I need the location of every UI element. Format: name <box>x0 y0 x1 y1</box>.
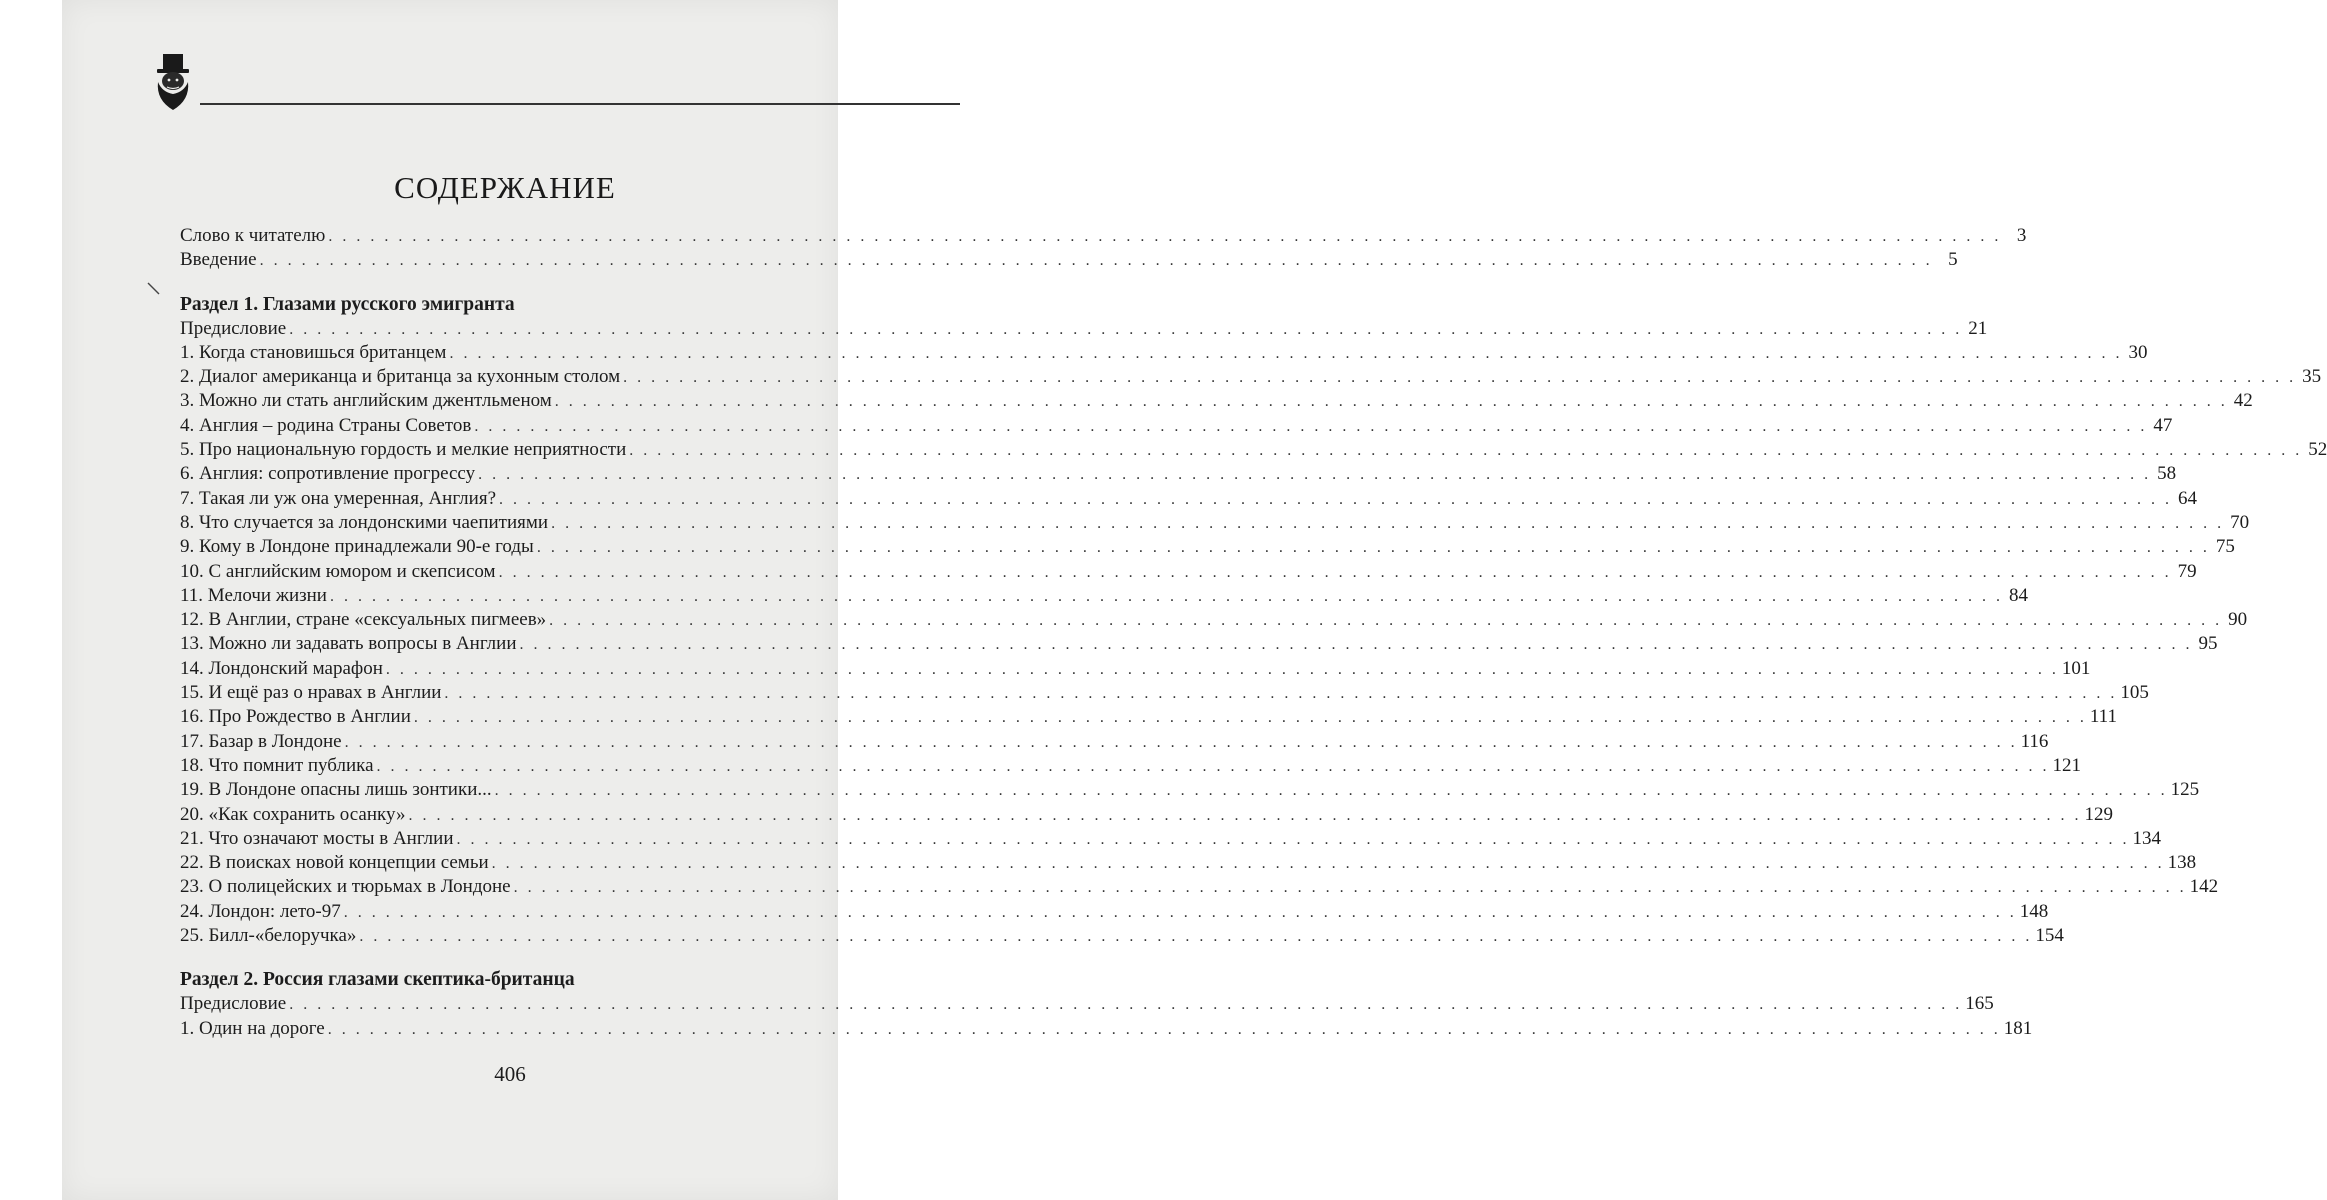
toc-entry-title: 7. Такая ли уж она умеренная, Англия? <box>180 487 496 509</box>
toc-entry-title: Предисловие <box>180 317 287 339</box>
toc-entry <box>180 389 2253 413</box>
dot-leader: . . . . . . . . . . . . . . . . . . . . . . . . . . . . . . . . . . . . . . . . . . . . . . . . . . . . . . . . . . . . . . . . . . . . . . . . . . . . . . . . . . . . . . . . . . . . . . . . . . . . . . . . . . . . . . . . . . . . . . . . <box>494 782 2168 800</box>
toc-entry-title: 24. Лондон: лето-97 <box>180 900 341 922</box>
dot-leader: . . . . . . . . . . . . . . . . . . . . . . . . . . . . . . . . . . . . . . . . . . . . . . . . . . . . . . . . . . . . . . . . . . . . . . . . . . . . . . . . . . . . . . . . . . . . . . . . . . . . . . . . . . . . . . . . . . . . . . . . <box>551 514 2225 532</box>
toc-entry-page: 90 <box>2228 609 2248 631</box>
toc-entry-title: 20. «Как сохранить осанку» <box>180 803 406 825</box>
dot-leader: . . . . . . . . . . . . . . . . . . . . . . . . . . . . . . . . . . . . . . . . . . . . . . . . . . . . . . . . . . . . . . . . . . . . . . . . . . . . . . . . . . . . . . . . . . . . . . . . . . . . . . . . . . . . . . . . . . . . . . . . <box>478 466 2152 484</box>
dot-leader: . . . . . . . . . . . . . . . . . . . . . . . . . . . . . . . . . . . . . . . . . . . . . . . . . . . . . . . . . . . . . . . . . . . . . . . . . . . . . . . . . . . . . . . . . . . . . . . . . . . . . . . . . . . . . . . . . . . . . . . . <box>536 539 2210 557</box>
toc-entry-title: 3. Можно ли стать английским джентльменом <box>180 390 552 412</box>
toc-entry-title: Предисловие <box>180 993 287 1015</box>
dot-leader: . . . . . . . . . . . . . . . . . . . . . . . . . . . . . . . . . . . . . . . . . . . . . . . . . . . . . . . . . . . . . . . . . . . . . . . . . . . . . . . . . . . . . . . . . . . . . . . . . . . . . . . . . . . . . . . . . . . . . . . . <box>519 636 2193 654</box>
toc-entry-page: 47 <box>2153 414 2173 436</box>
dot-leader: . . . . . . . . . . . . . . . . . . . . . . . . . . . . . . . . . . . . . . . . . . . . . . . . . . . . . . . . . . . . . . . . . . . . . . . . . . . . . . . . . . . . . . . . . . . . . . . . . . . . . . . . . . . . . . . . . . . . . . . . <box>376 757 2050 775</box>
dot-leader: . . . . . . . . . . . . . . . . . . . . . . . . . . . . . . . . . . . . . . . . . . . . . . . . . . . . . . . . . . . . . . . . . . . . . . . . . . . . . . . . . . . . . . . . . . . . . . . . . . . . . . . . . . . . . . . . . . . . . . . . <box>259 252 1933 270</box>
toc-entry-page: 121 <box>2052 754 2082 776</box>
dot-leader: . . . . . . . . . . . . . . . . . . . . . . . . . . . . . . . . . . . . . . . . . . . . . . . . . . . . . . . . . . . . . . . . . . . . . . . . . . . . . . . . . . . . . . . . . . . . . . . . . . . . . . . . . . . . . . . . . . . . . . . . <box>289 320 1963 338</box>
page-number: 406 <box>494 1062 526 1086</box>
toc-entry-title: 11. Мелочи жизни <box>180 584 327 606</box>
toc-entry-title: 2. Диалог американца и британца за кухонным столом <box>180 366 621 388</box>
toc-entry-page: 105 <box>2120 682 2149 704</box>
toc-entry <box>180 705 2117 729</box>
toc-entry-page: 35 <box>2302 366 2322 388</box>
toc-entry-title: 25. Билл-«белоручка» <box>180 925 357 947</box>
toc-entry-page: 52 <box>2308 439 2327 461</box>
toc-entry-title: 4. Англия – родина Страны Советов <box>180 414 472 436</box>
toc-entry-title: 21. Что означают мосты в Англии <box>180 827 454 849</box>
toc-entry-title: 10. С английским юмором и скепсисом <box>180 560 496 582</box>
toc-entry-page: 79 <box>2177 560 2197 582</box>
section-heading: Раздел 2. Россия глазами скептика-британца <box>180 969 575 991</box>
dot-leader: . . . . . . . . . . . . . . . . . . . . . . . . . . . . . . . . . . . . . . . . . . . . . . . . . . . . . . . . . . . . . . . . . . . . . . . . . . . . . . . . . . . . . . . . . . . . . . . . . . . . . . . . . . . . . . . . . . . . . . . . <box>359 928 2033 946</box>
dot-leader: . . . . . . . . . . . . . . . . . . . . . . . . . . . . . . . . . . . . . . . . . . . . . . . . . . . . . . . . . . . . . . . . . . . . . . . . . . . . . . . . . . . . . . . . . . . . . . . . . . . . . . . . . . . . . . . . . . . . . . . . <box>343 903 2017 921</box>
section-heading: Раздел 1. Глазами русского эмигранта <box>180 293 515 315</box>
toc-entry-page: 154 <box>2035 925 2064 947</box>
toc-entry <box>180 462 2177 486</box>
dot-leader: . . . . . . . . . . . . . . . . . . . . . . . . . . . . . . . . . . . . . . . . . . . . . . . . . . . . . . . . . . . . . . . . . . . . . . . . . . . . . . . . . . . . . . . . . . . . . . . . . . . . . . . . . . . . . . . . . . . . . . . . <box>513 879 2187 897</box>
dot-leader: . . . . . . . . . . . . . . . . . . . . . . . . . . . . . . . . . . . . . . . . . . . . . . . . . . . . . . . . . . . . . . . . . . . . . . . . . . . . . . . . . . . . . . . . . . . . . . . . . . . . . . . . . . . . . . . . . . . . . . . . <box>499 490 2172 508</box>
dot-leader: . . . . . . . . . . . . . . . . . . . . . . . . . . . . . . . . . . . . . . . . . . . . . . . . . . . . . . . . . . . . . . . . . . . . . . . . . . . . . . . . . . . . . . . . . . . . . . . . . . . . . . . . . . . . . . . . . . . . . . . . <box>554 393 2228 411</box>
toc-entry-page: 95 <box>2198 633 2218 655</box>
dot-leader: . . . . . . . . . . . . . . . . . . . . . . . . . . . . . . . . . . . . . . . . . . . . . . . . . . . . . . . . . . . . . . . . . . . . . . . . . . . . . . . . . . . . . . . . . . . . . . . . . . . . . . . . . . . . . . . . . . . . . . . . <box>491 855 2165 873</box>
toc-entry-title: 13. Можно ли задавать вопросы в Англии <box>180 633 517 655</box>
toc-entry-page: 148 <box>2019 900 2049 922</box>
toc-entry <box>180 992 1994 1016</box>
dot-leader: . . . . . . . . . . . . . . . . . . . . . . . . . . . . . . . . . . . . . . . . . . . . . . . . . . . . . . . . . . . . . . . . . . . . . . . . . . . . . . . . . . . . . . . . . . . . . . . . . . . . . . . . . . . . . . . . . . . . . . . . <box>289 996 1963 1014</box>
bearded-man-top-hat-icon <box>150 52 198 112</box>
toc-entry-page: 129 <box>2084 803 2113 825</box>
toc-entry <box>180 224 2027 248</box>
toc-entry-title: 19. В Лондоне опасны лишь зонтики... <box>180 779 492 801</box>
toc-entry-title: 8. Что случается за лондонскими чаепитиями <box>180 511 549 533</box>
toc-entry <box>180 632 2218 656</box>
dot-leader: . . . . . . . . . . . . . . . . . . . . . . . . . . . . . . . . . . . . . . . . . . . . . . . . . . . . . . . . . . . . . . . . . . . . . . . . . . . . . . . . . . . . . . . . . . . . . . . . . . . . . . . . . . . . . . . . . . . . . . . . <box>623 369 2297 387</box>
toc-entry-page: 125 <box>2170 779 2200 801</box>
toc-entry <box>180 827 2161 851</box>
toc-entry-title: 12. В Англии, стране «сексуальных пигмеев» <box>180 609 547 631</box>
header-rule <box>200 103 960 105</box>
toc-entry-title: 5. Про национальную гордость и мелкие неприятности <box>180 439 627 461</box>
toc-entry-page: 5 <box>1948 249 1958 271</box>
toc-entry-page: 138 <box>2167 852 2197 874</box>
toc-entry-page: 70 <box>2230 511 2250 533</box>
dot-leader: . . . . . . . . . . . . . . . . . . . . . . . . . . . . . . . . . . . . . . . . . . . . . . . . . . . . . . . . . . . . . . . . . . . . . . . . . . . . . . . . . . . . . . . . . . . . . . . . . . . . . . . . . . . . . . . . . . . . . . . . <box>444 685 2118 703</box>
dot-leader: . . . . . . . . . . . . . . . . . . . . . . . . . . . . . . . . . . . . . . . . . . . . . . . . . . . . . . . . . . . . . . . . . . . . . . . . . . . . . . . . . . . . . . . . . . . . . . . . . . . . . . . . . . . . . . . . . . . . . . . . <box>344 733 2018 751</box>
toc-entry-page: 101 <box>2061 657 2091 679</box>
toc-entry <box>180 754 2082 778</box>
page-title: СОДЕРЖАНИЕ <box>394 170 616 205</box>
toc-entry <box>180 535 2235 559</box>
toc-entry-page: 111 <box>2089 706 2117 728</box>
toc-entry <box>180 924 2064 948</box>
toc-entry-title: 1. Один на дороге <box>180 1017 325 1039</box>
toc-entry-title: 22. В поисках новой концепции семьи <box>180 852 489 874</box>
page-header <box>150 42 850 112</box>
toc-entry-title: 1. Когда становишься британцем <box>180 341 447 363</box>
toc-entry-title: 23. О полицейских и тюрьмах в Лондоне <box>180 876 511 898</box>
pencil-mark <box>147 282 161 296</box>
dot-leader: . . . . . . . . . . . . . . . . . . . . . . . . . . . . . . . . . . . . . . . . . . . . . . . . . . . . . . . . . . . . . . . . . . . . . . . . . . . . . . . . . . . . . . . . . . . . . . . . . . . . . . . . . . . . . . . . . . . . . . . . <box>498 563 2172 581</box>
toc-entry <box>180 560 2197 584</box>
toc-entry <box>180 778 2200 802</box>
toc-entry-title: Слово к читателю <box>180 225 326 246</box>
dot-leader: . . . . . . . . . . . . . . . . . . . . . . . . . . . . . . . . . . . . . . . . . . . . . . . . . . . . . . . . . . . . . . . . . . . . . . . . . . . . . . . . . . . . . . . . . . . . . . . . . . . . . . . . . . . . . . . . . . . . . . . . <box>474 417 2148 435</box>
toc-entry <box>180 1017 2033 1041</box>
toc-entry-page: 42 <box>2233 390 2253 412</box>
dot-leader: . . . . . . . . . . . . . . . . . . . . . . . . . . . . . . . . . . . . . . . . . . . . . . . . . . . . . . . . . . . . . . . . . . . . . . . . . . . . . . . . . . . . . . . . . . . . . . . . . . . . . . . . . . . . . . . . . . . . . . . . <box>456 830 2130 848</box>
toc-entry <box>180 657 2091 681</box>
toc-entry-title: Введение <box>180 249 257 271</box>
toc-entry <box>180 681 2149 705</box>
dot-leader: . . . . . . . . . . . . . . . . . . . . . . . . . . . . . . . . . . . . . . . . . . . . . . . . . . . . . . . . . . . . . . . . . . . . . . . . . . . . . . . . . . . . . . . . . . . . . . . . . . . . . . . . . . . . . . . . . . . . . . . . <box>413 709 2087 727</box>
toc-entry-title: 17. Базар в Лондоне <box>180 730 342 752</box>
toc-entry <box>180 851 2197 875</box>
dot-leader: . . . . . . . . . . . . . . . . . . . . . . . . . . . . . . . . . . . . . . . . . . . . . . . . . . . . . . . . . . . . . . . . . . . . . . . . . . . . . . . . . . . . . . . . . . . . . . . . . . . . . . . . . . . . . . . . . . . . . . . . <box>449 344 2123 362</box>
toc-entry-page: 84 <box>2008 584 2028 606</box>
toc-entry <box>180 414 2173 438</box>
toc-entry-page: 58 <box>2157 463 2177 485</box>
toc-entry-title: 16. Про Рождество в Англии <box>180 706 411 728</box>
toc-entry <box>180 365 2322 389</box>
toc-entry <box>180 900 2049 924</box>
dot-leader: . . . . . . . . . . . . . . . . . . . . . . . . . . . . . . . . . . . . . . . . . . . . . . . . . . . . . . . . . . . . . . . . . . . . . . . . . . . . . . . . . . . . . . . . . . . . . . . . . . . . . . . . . . . . . . . . . . . . . . . . <box>328 228 2002 245</box>
toc-entry <box>180 875 2219 899</box>
toc-entry-page: 75 <box>2215 536 2235 558</box>
toc-entry-page: 30 <box>2128 341 2148 363</box>
toc-entry-title: 9. Кому в Лондоне принадлежали 90-е годы <box>180 536 534 558</box>
toc-entry-page: 165 <box>1965 993 1994 1015</box>
dot-leader: . . . . . . . . . . . . . . . . . . . . . . . . . . . . . . . . . . . . . . . . . . . . . . . . . . . . . . . . . . . . . . . . . . . . . . . . . . . . . . . . . . . . . . . . . . . . . . . . . . . . . . . . . . . . . . . . . . . . . . . . <box>408 806 2082 824</box>
toc-entry-page: 64 <box>2178 487 2197 509</box>
toc-entry <box>180 317 1988 341</box>
dot-leader: . . . . . . . . . . . . . . . . . . . . . . . . . . . . . . . . . . . . . . . . . . . . . . . . . . . . . . . . . . . . . . . . . . . . . . . . . . . . . . . . . . . . . . . . . . . . . . . . . . . . . . . . . . . . . . . . . . . . . . . . <box>549 612 2223 630</box>
toc-entry-page: 21 <box>1968 317 1988 339</box>
dot-leader: . . . . . . . . . . . . . . . . . . . . . . . . . . . . . . . . . . . . . . . . . . . . . . . . . . . . . . . . . . . . . . . . . . . . . . . . . . . . . . . . . . . . . . . . . . . . . . . . . . . . . . . . . . . . . . . . . . . . . . . . <box>327 1020 2001 1038</box>
toc-entry <box>180 584 2028 608</box>
toc-entry-title: 18. Что помнит публика <box>180 754 374 776</box>
toc-entry-page: 116 <box>2020 730 2049 752</box>
toc-entry <box>180 248 1958 272</box>
toc-entry <box>180 341 2148 365</box>
toc-entry <box>180 803 2113 827</box>
dot-leader: . . . . . . . . . . . . . . . . . . . . . . . . . . . . . . . . . . . . . . . . . . . . . . . . . . . . . . . . . . . . . . . . . . . . . . . . . . . . . . . . . . . . . . . . . . . . . . . . . . . . . . . . . . . . . . . . . . . . . . . . <box>329 587 2003 605</box>
table-of-contents <box>180 224 2327 1041</box>
toc-entry-page: 142 <box>2189 876 2219 898</box>
book-page <box>62 0 2327 1200</box>
dot-leader: . . . . . . . . . . . . . . . . . . . . . . . . . . . . . . . . . . . . . . . . . . . . . . . . . . . . . . . . . . . . . . . . . . . . . . . . . . . . . . . . . . . . . . . . . . . . . . . . . . . . . . . . . . . . . . . . . . . . . . . . <box>629 442 2303 460</box>
toc-entry <box>180 730 2049 754</box>
toc-entry <box>180 511 2250 535</box>
toc-entry-page: 134 <box>2132 827 2161 849</box>
toc-entry <box>180 487 2197 511</box>
toc-entry <box>180 438 2327 462</box>
dot-leader: . . . . . . . . . . . . . . . . . . . . . . . . . . . . . . . . . . . . . . . . . . . . . . . . . . . . . . . . . . . . . . . . . . . . . . . . . . . . . . . . . . . . . . . . . . . . . . . . . . . . . . . . . . . . . . . . . . . . . . . . <box>385 660 2059 678</box>
toc-entry-page: 3 <box>2016 225 2027 246</box>
toc-entry-page: 181 <box>2003 1017 2033 1039</box>
toc-entry <box>180 608 2248 632</box>
toc-entry-title: 6. Англия: сопротивление прогрессу <box>180 463 476 485</box>
toc-entry-title: 15. И ещё раз о нравах в Англии <box>180 682 442 704</box>
toc-entry-title: 14. Лондонский марафон <box>180 657 383 679</box>
